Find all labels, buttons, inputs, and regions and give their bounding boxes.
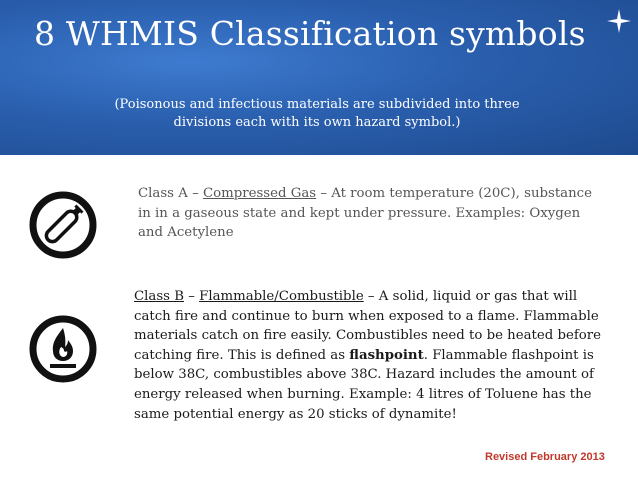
header-banner [0, 0, 638, 155]
flame-icon [28, 314, 98, 384]
gas-cylinder-icon [28, 190, 98, 260]
class-a-description [138, 184, 608, 243]
class-b-name: Flammable/Combustible [199, 289, 364, 304]
class-b-text-2: . Flammable flashpoint is below 38C, combustibles above 38C. Hazard includes the amount of energy released when burning. Example: 4 litres of Toluene has the same potential energy as 20 sticks of dynamite! [134, 347, 594, 422]
class-b-dash: – [184, 289, 200, 304]
revision-footer: Revised February 2013 [485, 451, 605, 463]
class-a-label: Class A [138, 186, 188, 201]
class-b-label: Class B [134, 289, 184, 304]
slide-title: 8 WHMIS Classification symbols [34, 14, 586, 53]
slide-subtitle: (Poisonous and infectious materials are subdivided into three divisions each with its own hazard symbol.) [114, 97, 520, 130]
class-a-text: – At room temperature (20C), substance in in a gaseous state and kept under pressure. Examples: Oxygen and Acetylene [138, 186, 592, 240]
star-icon [606, 8, 632, 34]
class-a-name: Compressed Gas [202, 186, 317, 201]
class-a-dash: – [187, 186, 203, 201]
class-b-text-1: – A solid, liquid or gas that will catch fire and continue to burn when exposed to a flame. Flammable materials catch on fire easily. Combustibles need to be heated before catching fire. This is defined as [134, 289, 602, 363]
class-b-description [134, 287, 612, 424]
flashpoint-keyword: flashpoint [349, 347, 424, 363]
